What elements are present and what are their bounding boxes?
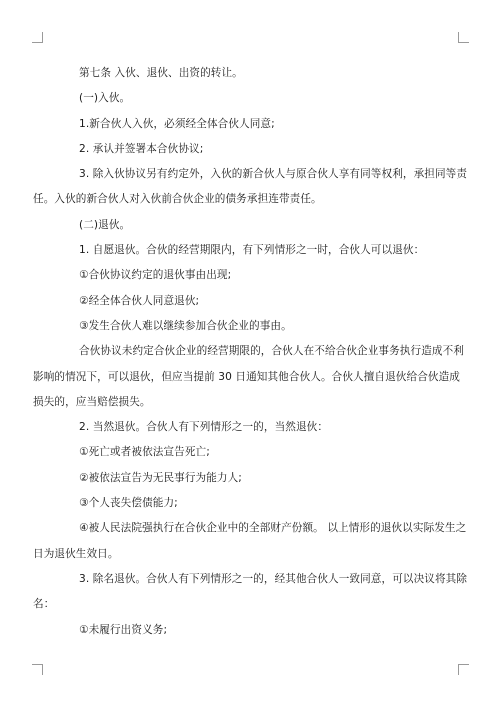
crop-mark-bottom-left: [32, 664, 43, 675]
automatic-withdrawal: 2. 当然退伙。合伙人有下列情形之一的，当然退伙：: [79, 421, 329, 434]
voluntary-condition-1: ①合伙协议约定的退伙事由出现;: [79, 269, 232, 282]
automatic-condition-3: ③个人丧失偿债能力;: [79, 497, 178, 510]
voluntary-withdrawal: 1. 自愿退伙。合伙的经营期限内，有下列情形之一时，合伙人可以退伙：: [79, 244, 425, 257]
section-heading-admission: (一)入伙。: [79, 92, 131, 105]
admission-item-3: 3. 除入伙协议另有约定外，入伙的新合伙人与原合伙人享有同等权利，承担同等责任。入伙的新合伙人对入伙前合伙企业的债务承担连带责任。: [33, 168, 468, 206]
section-heading-withdrawal: (二)退伙。: [79, 218, 131, 231]
voluntary-condition-3: ③发生合伙人难以继续参加合伙企业的事由。: [79, 319, 292, 332]
article-heading: 第七条 入伙、退伙、出资的转让。: [79, 67, 243, 79]
admission-item-1: 1.新合伙人入伙，必须经全体合伙人同意;: [79, 117, 275, 130]
unspecified-term-paragraph: 合伙协议未约定合伙企业的经营期限的，合伙人在不给合伙企业事务执行造成不利影响的情况下，可以退伙，但应当提前 30 日通知其他合伙人。合伙人擅自退伙给合伙造成损失的，应当赔偿损失。: [33, 345, 464, 408]
automatic-condition-1: ①死亡或者被依法宣告死亡;: [79, 446, 210, 459]
automatic-condition-4: ④被人民法院强执行在合伙企业中的全部财产份额。 以上情形的退伙以实际发生之日为退伙生效日。: [33, 522, 467, 560]
crop-mark-top-left: [32, 32, 43, 43]
document-body: [33, 61, 469, 643]
voluntary-condition-2: ②经全体合伙人同意退伙;: [79, 294, 200, 307]
admission-item-2: 2. 承认并签署本合伙协议;: [79, 142, 204, 155]
crop-mark-top-right: [458, 32, 469, 43]
crop-mark-bottom-right: [458, 664, 469, 675]
automatic-condition-2: ②被依法宣告为无民事行为能力人;: [79, 471, 242, 484]
expulsion-withdrawal: 3. 除名退伙。合伙人有下列情形之一的，经其他合伙人一致同意，可以决议将其除名：: [33, 572, 468, 611]
expulsion-condition-1: ①未履行出资义务;: [79, 623, 168, 636]
